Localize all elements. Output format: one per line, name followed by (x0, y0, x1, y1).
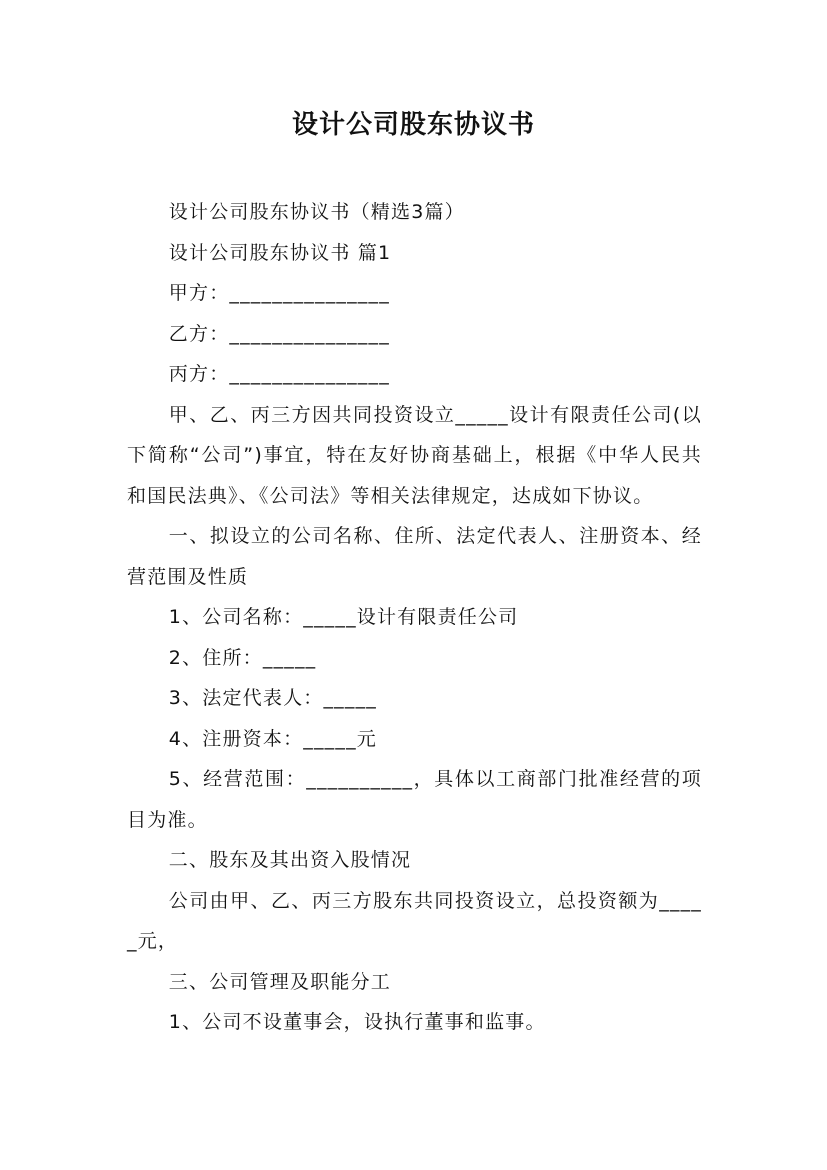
document-body (127, 192, 702, 1043)
paragraph-party-b: 乙方：_______________ (168, 322, 390, 345)
paragraph-business-scope: 5、经营范围：__________，具体以工商部门批准经营的项目为准。 (127, 768, 702, 831)
paragraph-clause-2-heading: 二、股东及其出资入股情况 (168, 849, 412, 871)
paragraph-party-a: 甲方：_______________ (168, 282, 390, 304)
paragraph-intro: 设计公司股东协议书（精选3篇） (168, 201, 465, 223)
paragraph-preamble: 甲、乙、丙三方因共同投资设立_____设计有限责任公司(以下简称“公司”)事宜，特在友好协商基础上，根据《中华人民共和国民法典》、《公司法》等相关法律规定，达成如下协议。 (127, 403, 702, 507)
paragraph-clause-1-heading: 一、拟设立的公司名称、住所、法定代表人、注册资本、经营范围及性质 (127, 525, 702, 588)
paragraph-clause-3-heading: 三、公司管理及职能分工 (168, 970, 391, 993)
paragraph-address: 2、住所：_____ (168, 646, 317, 669)
document-title: 设计公司股东协议书 (291, 110, 535, 140)
paragraph-company-name: 1、公司名称：_____设计有限责任公司 (168, 606, 519, 628)
paragraph-legal-rep: 3、法定代表人：_____ (168, 687, 377, 709)
paragraph-party-c: 丙方：_______________ (168, 363, 390, 385)
paragraph-section-heading: 设计公司股东协议书 篇1 (168, 241, 392, 264)
paragraph-registered-capital: 4、注册资本：_____元 (168, 727, 377, 750)
paragraph-investment: 公司由甲、乙、丙三方股东共同投资设立，总投资额为_____元， (127, 889, 702, 952)
paragraph-board: 1、公司不设董事会，设执行董事和监事。 (168, 1011, 546, 1033)
